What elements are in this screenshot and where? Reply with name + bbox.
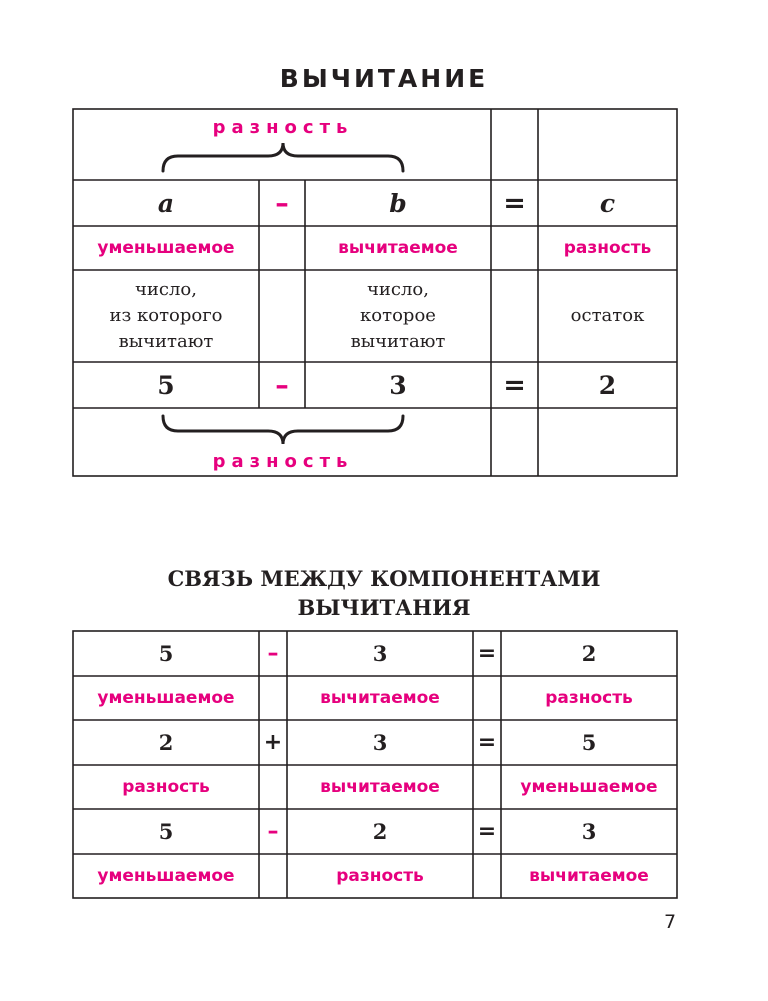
relation-3-value-3: 3 xyxy=(581,819,597,844)
relation-3-label-1: уменьшаемое xyxy=(97,866,235,886)
relation-2-value-1: 2 xyxy=(158,730,174,755)
relation-1-label-2: вычитаемое xyxy=(320,688,440,708)
brace-label-bottom: разность xyxy=(212,451,354,472)
label-difference: разность xyxy=(563,238,652,258)
example-equals: = xyxy=(503,369,526,401)
brace-bottom xyxy=(163,416,403,444)
relation-1-value-2: 3 xyxy=(372,641,388,666)
relation-1-label-1: уменьшаемое xyxy=(97,688,235,708)
relation-2-label-1: разность xyxy=(122,777,210,797)
relation-2-operator: + xyxy=(263,730,283,755)
section-title-subtraction: ВЫЧИТАНИЕ xyxy=(279,64,489,93)
page-number: 7 xyxy=(664,911,677,933)
brace-label-top: разность xyxy=(212,117,354,138)
formula-a: a xyxy=(157,188,175,218)
relation-3-label-3: вычитаемое xyxy=(529,866,649,886)
section-title-relations: СВЯЗЬ МЕЖДУ КОМПОНЕНТАМИ ВЫЧИТАНИЯ xyxy=(167,566,601,620)
formula-c: c xyxy=(599,188,616,218)
relation-2-label-3: уменьшаемое xyxy=(520,777,658,797)
relation-2-label-2: вычитаемое xyxy=(320,777,440,797)
formula-minus: – xyxy=(275,187,289,219)
formula-equals: = xyxy=(503,187,526,219)
relation-3-label-2: разность xyxy=(336,866,424,886)
example-a: 5 xyxy=(157,370,175,400)
desc-subtrahend: число, которое вычитают xyxy=(350,279,446,352)
example-minus: – xyxy=(275,369,289,401)
label-minuend: уменьшаемое xyxy=(97,238,235,258)
example-c: 2 xyxy=(598,370,617,400)
relation-2-value-3: 5 xyxy=(581,730,597,755)
relation-1-value-1: 5 xyxy=(158,641,174,666)
relation-1-operator: – xyxy=(267,641,279,666)
relation-2-equals: = xyxy=(477,730,497,755)
label-subtrahend: вычитаемое xyxy=(338,238,458,258)
desc-minuend: число, из которого вычитают xyxy=(109,279,223,352)
desc-difference: остаток xyxy=(570,305,645,326)
example-b: 3 xyxy=(389,370,407,400)
relation-3-equals: = xyxy=(477,819,497,844)
relation-3-operator: – xyxy=(267,819,279,844)
relation-3-value-1: 5 xyxy=(158,819,174,844)
relation-1-equals: = xyxy=(477,641,497,666)
relation-3-value-2: 2 xyxy=(372,819,388,844)
formula-b: b xyxy=(389,188,407,218)
relation-2-value-2: 3 xyxy=(372,730,388,755)
relation-1-label-3: разность xyxy=(545,688,633,708)
relation-1-value-3: 2 xyxy=(581,641,597,666)
brace-top xyxy=(163,143,403,171)
